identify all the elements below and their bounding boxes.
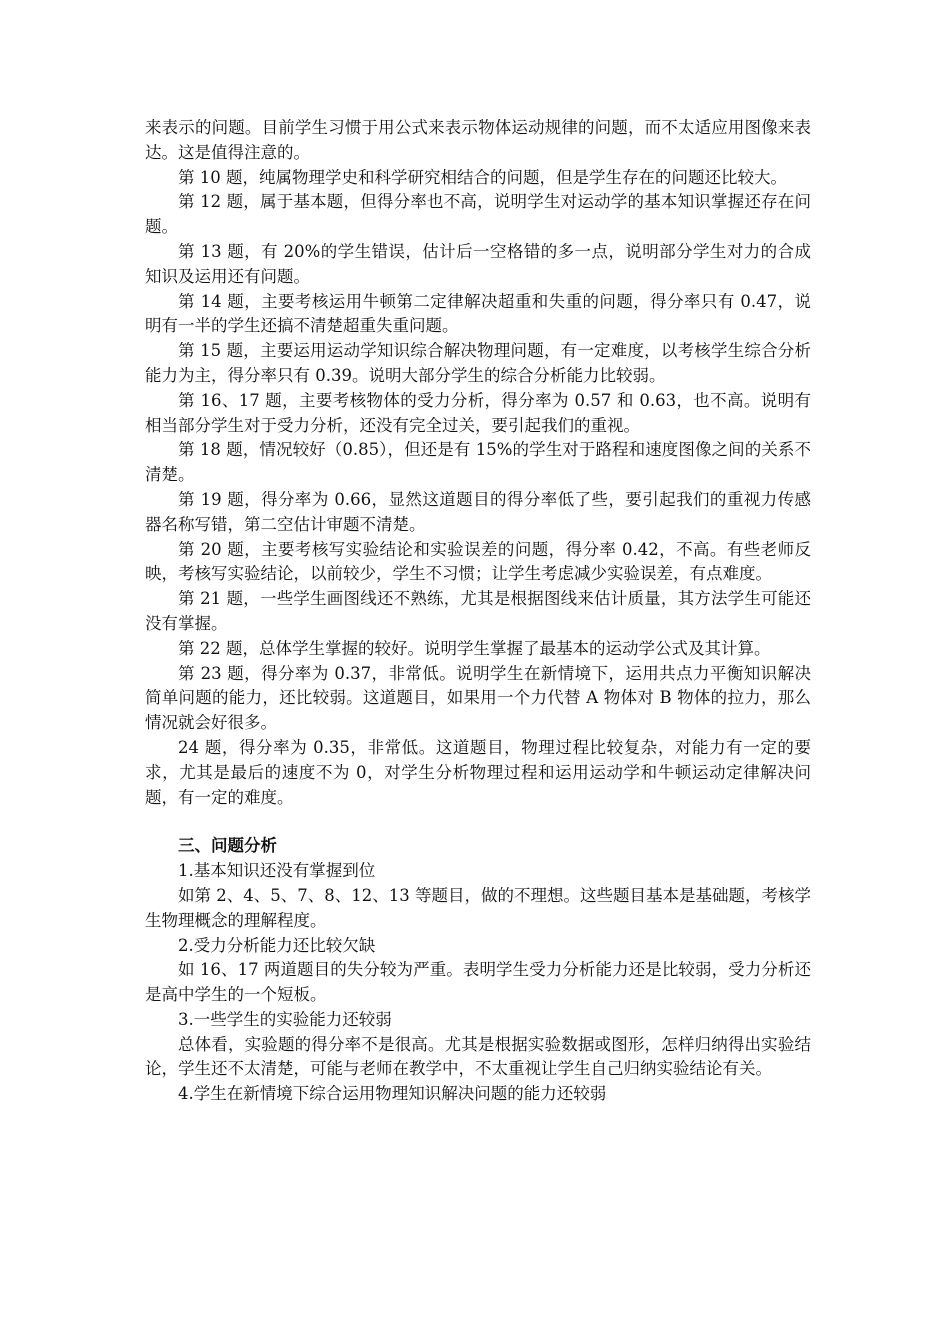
paragraph: 第 21 题，一些学生画图线还不熟练，尤其是根据图线来估计质量，其方法学生可能还没有掌握。 <box>145 589 811 633</box>
paragraph: 3.一些学生的实验能力还较弱 <box>178 1009 392 1029</box>
paragraph: 第 12 题，属于基本题，但得分率也不高，说明学生对运动学的基本知识掌握还存在问题。 <box>145 192 811 237</box>
paragraph: 第 13 题，有 20%的学生错误，估计后一空格错的多一点，说明部分学生对力的合成知识及运用还有问题。 <box>145 241 811 286</box>
paragraph: 如第 2、4、5、7、8、12、13 等题目，做的不理想。这些题目基本是基础题，考核学生物理概念的理解程度。 <box>145 885 811 930</box>
paragraph: 4.学生在新情境下综合运用物理知识解决问题的能力还较弱 <box>178 1084 607 1104</box>
paragraph: 第 23 题，得分率为 0.37，非常低。说明学生在新情境下，运用共点力平衡知识解决简单问题的能力，还比较弱。这道题目，如果用一个力代替 A 物体对 B 物体的拉力，那么情况就会好很多。 <box>145 663 811 733</box>
paragraph: 如 16、17 两道题目的失分较为严重。表明学生受力分析能力还是比较弱，受力分析还是高中学生的一个短板。 <box>145 960 811 1005</box>
paragraph: 第 15 题，主要运用运动学知识综合解决物理问题，有一定难度，以考核学生综合分析能力为主，得分率只有 0.39。说明大部分学生的综合分析能力比较弱。 <box>145 341 811 385</box>
problem-analysis-paragraphs <box>145 859 811 1107</box>
paragraph: 2.受力分析能力还比较欠缺 <box>178 935 376 955</box>
analysis-paragraphs <box>145 116 811 810</box>
paragraph: 第 18 题，情况较好（0.85），但还是有 15%的学生对于路程和速度图像之间的关系不清楚。 <box>145 440 811 485</box>
paragraph: 第 10 题，纯属物理学史和科学研究相结合的问题，但是学生存在的问题还比较大。 <box>178 167 787 187</box>
section-heading: 三、问题分析 <box>178 836 277 856</box>
paragraph: 第 19 题，得分率为 0.66，显然这道题目的得分率低了些，要引起我们的重视力传感器名称写错，第二空估计审题不清楚。 <box>145 489 811 534</box>
paragraph: 第 22 题，总体学生掌握的较好。说明学生掌握了最基本的运动学公式及其计算。 <box>178 638 771 658</box>
paragraph: 第 20 题，主要考核写实验结论和实验误差的问题，得分率 0.42，不高。有些老师反映，考核写实验结论，以前较少，学生不习惯；让学生考虑减少实验误差，有点难度。 <box>145 539 811 584</box>
document-page <box>145 116 811 1107</box>
paragraph: 1.基本知识还没有掌握到位 <box>178 861 376 881</box>
paragraph: 24 题，得分率为 0.35，非常低。这道题目，物理过程比较复杂，对能力有一定的要求，尤其是最后的速度不为 0，对学生分析物理过程和运用运动学和牛顿运动定律解决问题，有一定的难度。 <box>145 737 811 807</box>
paragraph: 第 16、17 题，主要考核物体的受力分析，得分率为 0.57 和 0.63，也不高。说明有相当部分学生对于受力分析，还没有完全过关，要引起我们的重视。 <box>145 390 811 435</box>
section-gap <box>145 810 811 834</box>
paragraph: 总体看，实验题的得分率不是很高。尤其是根据实验数据或图形，怎样归纳得出实验结论，学生还不太清楚，可能与老师在教学中，不太重视让学生自己归纳实验结论有关。 <box>145 1034 811 1079</box>
paragraph: 来表示的问题。目前学生习惯于用公式来表示物体运动规律的问题，而不太适应用图像来表达。这是值得注意的。 <box>145 118 811 162</box>
paragraph: 第 14 题，主要考核运用牛顿第二定律解决超重和失重的问题，得分率只有 0.47，说明有一半的学生还搞不清楚超重失重问题。 <box>145 291 811 336</box>
